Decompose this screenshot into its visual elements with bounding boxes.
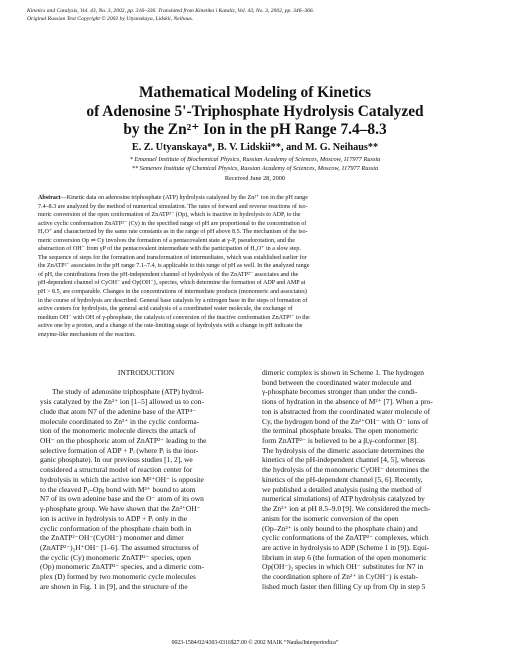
body-line: Cy, the hydrogen bond of the Zn²⁺OH⁻ with O⁻ ions of	[262, 416, 429, 426]
body-line: cyclic conformation of the phosphate chain both in	[40, 523, 192, 533]
body-line: librium in step 6 (the formation of the open monomeric	[262, 552, 427, 562]
heading-spacer	[40, 378, 252, 388]
abstract-line: active one by a proton, and a change of the rate-limiting stage of hydrolysis with a change in pH indicate the	[38, 323, 303, 330]
abstract-line: medium OH⁻ with OH of γ-phosphate, the catalysis of conversion of the inactive conformation ZnATP²⁻ to the	[38, 314, 310, 321]
body-line: bond between the coordinated water molecule and	[262, 377, 412, 387]
body-line: The study of adenosine triphosphate (ATP) hydrol-	[52, 387, 204, 397]
body-line: the cyclic (Cy) monomeric ZnATP²⁻ species, open	[40, 552, 191, 562]
abstract-line: pH > 8.5, are comparable. Changes in the concentrations of intermediate products (monomeric and associates)	[38, 289, 307, 296]
body-line: ton is abstracted from the coordinated water molecule of	[262, 406, 431, 416]
body-line: the Zn²⁺ ion at pH 8.5–9.0 [9]. We considered the mech-	[262, 504, 431, 514]
body-line: selective formation of ADP + Pᵢ (where Pᵢ is the inor-	[40, 445, 199, 455]
body-line: ganic phosphate). In our previous studies [1, 2], we	[40, 455, 193, 465]
body-line: N7 of its own adenine base and the O⁻ atom of its own	[40, 494, 204, 504]
body-line: the coordination sphere of Zn²⁺ in CyOH⁻) is estab-	[262, 572, 418, 582]
abstract-line: abstraction of OH⁻ from γP of the pentacovalent intermediate with the participation of H₃O⁺ in a slow step.	[38, 246, 301, 253]
body-line: kinetics of the pH-independent channel [4, 5], whereas	[262, 455, 425, 465]
body-line: ysis catalyzed by the Zn²⁺ ion [1–5] allowed us to con-	[40, 397, 204, 407]
body-line: γ-phosphate group. We have shown that the Zn²⁺OH⁻	[40, 504, 201, 514]
affiliation-line: ** Semenov Institute of Chemical Physics, Russian Academy of Sciences, Moscow, 117977 Russia	[131, 164, 379, 172]
abstract-line: active centers for hydrolysis, the general acid catalysis of a coordinated water molecule, the exchange of	[38, 306, 293, 313]
body-line: (Op) monomeric ZnATP²⁻ species, and a dimeric com-	[40, 562, 204, 572]
body-line: (Op–Zn²⁺ is only bound to the phosphate chain) and	[262, 523, 418, 533]
body-line: dimeric complex is shown in Scheme 1. The hydrogen	[262, 368, 425, 377]
body-line: form ZnATP²⁻ is believed to be a β,γ-conformer [8].	[262, 436, 419, 446]
body-line: are active in hydrolysis to ADP (Scheme 1 in [9]). Equi-	[262, 542, 430, 552]
body-line: plex (D) formed by two monomeric cycle molecules	[40, 572, 196, 582]
body-column-right	[262, 368, 474, 592]
affiliations	[30, 156, 480, 173]
body-line: we published a detailed analysis (using the method of	[262, 484, 422, 494]
abstract-line: meric conversion of the open conformation of ZnATP²⁻ (Op), which is inactive in hydrolysis to ADP, to the	[38, 212, 301, 219]
body-line: ion is active in hydrolysis to ADP + Pᵢ only in the	[40, 513, 188, 523]
body-line: γ-phosphate becomes stronger than under the condi-	[262, 387, 418, 397]
abstract-line: in the course of hydrolysis are described. General base catalysis by a nitrogen base in the steps of formation of	[38, 297, 308, 304]
copyright-line: Original Russian Text Copyright © 2002 by Utyanskaya, Lidskii, Neihaus.	[27, 15, 194, 22]
abstract-line: meric conversion Op ⇌ Cy involves the formation of a pentacovalent state at γ-P, pseudorotation, and the	[38, 237, 295, 244]
body-line: The hydrolysis of the dimeric associate determines the	[262, 445, 425, 455]
body-line: OH⁻ on the phosphoric atom of ZnATP²⁻ leading to the	[40, 436, 207, 446]
body-line: are shown in Fig. 1 in [9], and the structure of the	[40, 581, 188, 591]
abstract-label: Abstract	[38, 195, 61, 201]
body-line: the ZnATP²⁻OH⁻(CyOH⁻) monomer and dimer	[40, 533, 184, 543]
body-line: (ZnATP²⁻)₂H⁺OH⁻ [1–6]. The assumed structures of	[40, 542, 199, 552]
title-line: of Adenosine 5'-Triphosphate Hydrolysis Catalyzed	[86, 102, 424, 120]
affiliation-line: * Emanuel Institute of Biochemical Physics, Russian Academy of Sciences, Moscow, 117977 Russia	[129, 156, 381, 163]
body-line: Op(OH⁻)₂ species in which OH⁻ substitutes for N7 in	[262, 562, 424, 572]
abstract-line: active cyclic conformation ZnATP²⁻ (Cy) in the specified range of pH are proportional to the concentration of	[38, 220, 307, 227]
abstract	[38, 194, 474, 339]
title-line: by the Zn²⁺ Ion in the pH Range 7.4–8.3	[123, 121, 387, 138]
body-line: molecule coordinated to Zn²⁺ in the cyclic conforma-	[40, 416, 200, 426]
body-line: the terminal phosphate breaks. The open monomeric	[262, 426, 419, 436]
abstract-line: The sequence of steps for the formation and transformation of intermediates, which was established earlier for	[38, 254, 307, 261]
body-column-left	[40, 368, 252, 592]
received-date: Received June 28, 2000	[224, 175, 286, 182]
journal-citation-line: Kinetics and Catalysis, Vol. 43, No. 3, 2002, pp. 316–336. Translated from Kinetika i Kataliz, Vol. 43, No. 3, 2002, pp. 346–366.	[27, 8, 315, 14]
body-line: kinetics of the pH-dependent channel [5, 6]. Recently,	[262, 474, 423, 484]
body-line: the hydrolysis of the monomeric CyOH⁻ determines the	[262, 465, 430, 475]
abstract-line: the ZnATP²⁻ associates in the pH range 7.1–7.4, is applicable to this range of pH as well. In the analyzed range	[38, 263, 310, 270]
authors: E. Z. Utyanskaya*, B. V. Lidskii**, and M. G. Neihaus**	[131, 142, 379, 153]
body-line: tions of hydration in the absence of M²⁺ [7]. When a pro-	[262, 397, 433, 407]
body-line: clude that atom N7 of the adenine base of the ATP⁴⁻	[40, 406, 197, 416]
title-line: Mathematical Modeling of Kinetics	[138, 84, 372, 101]
body-line: to the cleaved Pᵧ–Opᵦ bond with M²⁺ bound to atom	[40, 484, 196, 494]
body-line: lished much faster then filling Cy up from Op in step 5	[262, 581, 426, 591]
abstract-line: of pH, the contributions from the pH-independent channel of hydrolysis of the ZnATP²⁻ associates and the	[38, 271, 299, 278]
abstract-line: pH-dependent channel of CyOH⁻ and Op(OH⁻)₂ species, which determine the formation of ADP and AMP at	[38, 280, 306, 287]
abstract-line: 7.4–8.3 are analyzed by the method of numerical simulation. The rates of forward and reverse reactions of iso-	[38, 203, 308, 210]
body-line: cyclic conformations of the ZnATP²⁻ complexes, which	[262, 533, 429, 543]
body-line: considered a structural model of reaction center for	[40, 465, 193, 475]
body-line: anism for the isomeric conversion of the open	[262, 513, 399, 523]
journal-header	[27, 8, 487, 23]
abstract-line: —Kinetic data on adenosine triphosphate (ATP) hydrolysis catalyzed by the Zn²⁺ ion in the pH range	[60, 195, 308, 201]
abstract-line: H₃O⁺ and characterized by the same rate constants as in the range of pH above 8.5. The mechanism of the iso-	[38, 229, 308, 236]
body-line: tion of the monomeric molecule directs the attack of	[40, 426, 196, 436]
body-line: numerical simulations) of ATP hydrolysis catalyzed by	[262, 494, 425, 504]
abstract-line: enzyme-like mechanism of the reaction.	[38, 331, 136, 338]
page-footer: 0023-1584/02/4303-0316$27.00 © 2002 MAIK “Nauka/Interperiodica”	[171, 640, 339, 646]
paper-title	[30, 84, 480, 140]
body-line: hydrolysis in which the active ion M²⁺OH⁻ is opposite	[40, 474, 204, 484]
introduction-heading: INTRODUCTION	[117, 368, 175, 377]
